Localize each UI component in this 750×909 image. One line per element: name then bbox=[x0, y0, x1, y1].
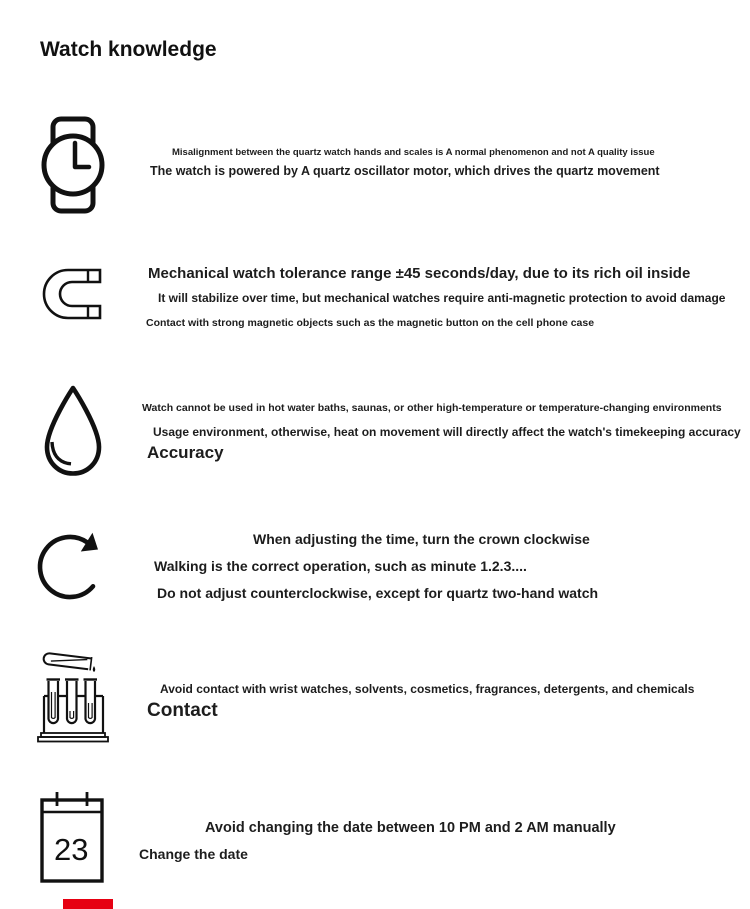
calendar-day-number: 23 bbox=[54, 832, 89, 867]
section-quartz-movement bbox=[0, 116, 750, 216]
water-drop-icon bbox=[38, 383, 108, 478]
section-text-line: Avoid changing the date between 10 PM and 2 AM manually bbox=[205, 820, 616, 836]
section-date-change bbox=[0, 790, 750, 890]
section-text-line: It will stabilize over time, but mechanical watches require anti-magnetic protection to avoid damage bbox=[158, 291, 726, 305]
section-text-line: Accuracy bbox=[147, 443, 224, 462]
magnet-icon bbox=[42, 268, 104, 322]
calendar-icon bbox=[40, 790, 104, 883]
section-text-line: Mechanical watch tolerance range ±45 seconds/day, due to its rich oil inside bbox=[148, 265, 691, 282]
test-tubes-icon bbox=[34, 648, 116, 745]
section-text-line: When adjusting the time, turn the crown clockwise bbox=[253, 531, 590, 547]
section-text-line: Change the date bbox=[139, 846, 248, 862]
rotate-clockwise-icon bbox=[35, 527, 105, 602]
section-text-line: Misalignment between the quartz watch hands and scales is A normal phenomenon and not A quality issue bbox=[172, 147, 655, 158]
section-text-line: Watch cannot be used in hot water baths, saunas, or other high-temperature or temperature-changing environments bbox=[142, 402, 722, 414]
section-magnetism bbox=[0, 262, 750, 332]
section-text-line: Do not adjust counterclockwise, except for quartz two-hand watch bbox=[157, 585, 599, 601]
section-accuracy bbox=[0, 383, 750, 483]
section-chemical-contact bbox=[0, 648, 750, 748]
watch-icon bbox=[36, 116, 110, 214]
section-text-line: The watch is powered by A quartz oscillator motor, which drives the quartz movement bbox=[150, 164, 660, 178]
section-text-line: Contact bbox=[147, 700, 218, 721]
section-text-line: Walking is the correct operation, such as minute 1.2.3.... bbox=[154, 558, 527, 574]
section-crown-adjustment bbox=[0, 527, 750, 607]
cropped-red-banner bbox=[63, 899, 113, 909]
page-title: Watch knowledge bbox=[40, 38, 217, 61]
section-text-line: Usage environment, otherwise, heat on movement will directly affect the watch's timekeeping accuracy bbox=[153, 425, 741, 439]
section-text-line: Avoid contact with wrist watches, solvents, cosmetics, fragrances, detergents, and chemicals bbox=[160, 682, 695, 696]
section-text-line: Contact with strong magnetic objects such as the magnetic button on the cell phone case bbox=[146, 317, 595, 329]
